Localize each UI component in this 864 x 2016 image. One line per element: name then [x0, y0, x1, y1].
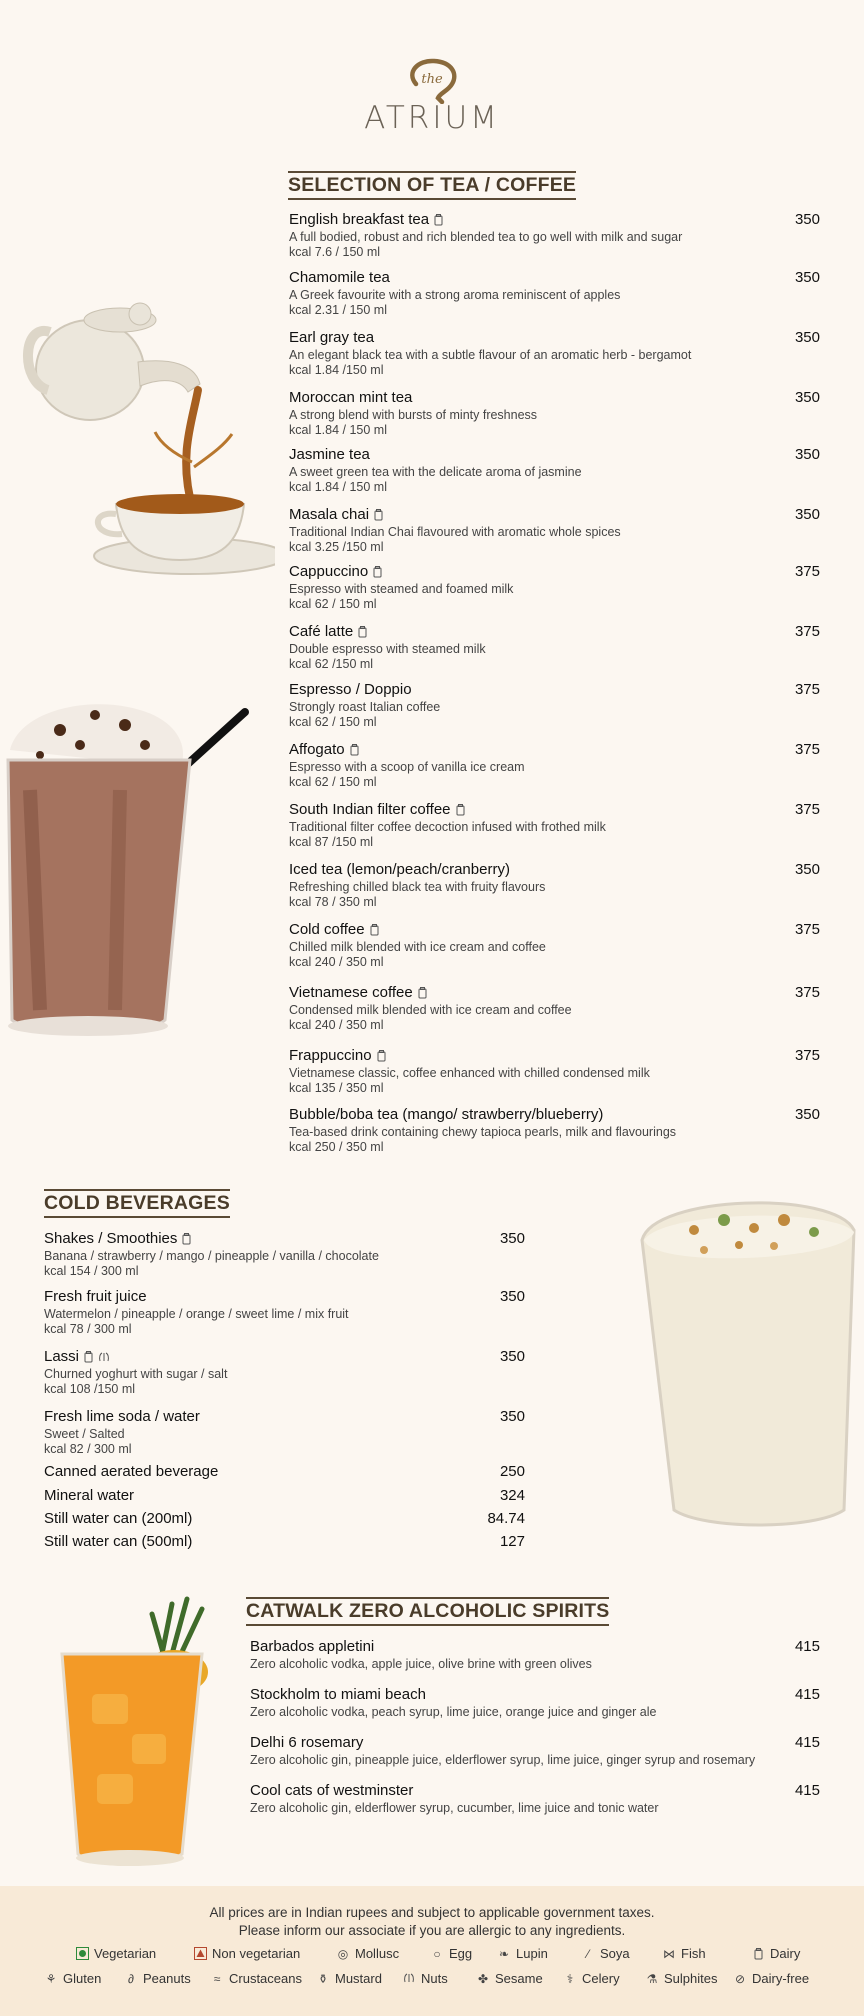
menu-item-description: Zero alcoholic gin, elderflower syrup, cucumber, lime juice and tonic water [250, 1801, 659, 1815]
menu-item-name [44, 1533, 444, 1551]
menu-item [44, 1463, 444, 1481]
legend-item [476, 1971, 543, 1986]
menu-item-name-text: Jasmine tea [289, 446, 370, 463]
legend-item [430, 1946, 472, 1961]
legend-label: Vegetarian [94, 1946, 157, 1961]
menu-item [289, 623, 809, 672]
legend-label: Fish [681, 1946, 706, 1961]
menu-item-price: 350 [794, 211, 820, 228]
menu-item [250, 1638, 810, 1672]
menu-item-kcal: kcal 1.84 /150 ml [289, 363, 384, 377]
menu-item [44, 1288, 444, 1337]
menu-item-kcal: kcal 62 / 150 ml [289, 597, 377, 611]
sesame-icon: ✤ [477, 1971, 489, 1986]
menu-item-kcal: kcal 2.31 / 150 ml [289, 303, 387, 317]
teapot-pouring-image [20, 262, 275, 592]
menu-item-name [289, 861, 809, 879]
legend-item [336, 1946, 399, 1961]
menu-item-price: 350 [794, 269, 820, 286]
legend-label: Mollusc [355, 1946, 400, 1961]
menu-item-price: 375 [794, 563, 820, 580]
menu-item-name-text: Still water can (200ml) [44, 1510, 193, 1527]
legend-item [563, 1971, 620, 1986]
menu-item-name-text: Stockholm to miami beach [250, 1686, 426, 1703]
legend-label: Lupin [516, 1946, 548, 1961]
dairy-icon [358, 626, 367, 638]
legend-label: Non vegetarian [212, 1946, 301, 1961]
legend-label: Peanuts [143, 1971, 191, 1986]
menu-item-description: Refreshing chilled black tea with fruity flavours [289, 880, 546, 894]
menu-item-kcal: kcal 78 / 350 ml [289, 895, 377, 909]
menu-item-kcal: kcal 108 /150 ml [44, 1382, 136, 1396]
menu-item-description: Espresso with a scoop of vanilla ice cream [289, 760, 525, 774]
menu-item [289, 506, 809, 555]
menu-item-name-text: English breakfast tea [289, 211, 430, 228]
menu-item-kcal: kcal 240 / 350 ml [289, 1018, 384, 1032]
menu-item-name [289, 623, 809, 641]
menu-item [289, 563, 809, 612]
menu-item-kcal: kcal 135 / 350 ml [289, 1081, 384, 1095]
menu-item-description: Chilled milk blended with ice cream and coffee [289, 940, 546, 954]
logo-swirl-icon [402, 58, 462, 104]
menu-item [289, 211, 809, 260]
menu-item [289, 861, 809, 910]
celery-icon: ⚕ [566, 1971, 574, 1986]
menu-item-name-text: Café latte [289, 623, 354, 640]
legend-item [210, 1971, 302, 1986]
legend-label: Mustard [335, 1971, 382, 1986]
menu-item-name-text: Frappuccino [289, 1047, 372, 1064]
dairy-icon [751, 1947, 765, 1961]
legend-label: Sesame [495, 1971, 543, 1986]
non-vegetarian-icon [193, 1947, 207, 1961]
atrium-logo [360, 58, 504, 140]
menu-item-name-text: Cool cats of westminster [250, 1782, 414, 1799]
menu-item-price: 375 [794, 984, 820, 1001]
menu-item-name [250, 1734, 810, 1752]
menu-item [289, 681, 809, 730]
menu-item [289, 1047, 809, 1096]
menu-item-kcal: kcal 154 / 300 ml [44, 1264, 139, 1278]
menu-item-description: A Greek favourite with a strong aroma reminiscent of apples [289, 288, 621, 302]
menu-item-description: Watermelon / pineapple / orange / sweet lime / mix fruit [44, 1307, 349, 1321]
menu-item-kcal: kcal 87 /150 ml [289, 835, 374, 849]
mollusc-icon: ◎ [337, 1946, 349, 1961]
legend-item [44, 1971, 101, 1986]
menu-item-price: 350 [794, 861, 820, 878]
menu-item-name [289, 506, 809, 524]
menu-item-name-text: Bubble/boba tea (mango/ strawberry/blueberry) [289, 1106, 604, 1123]
menu-item-price: 415 [794, 1686, 820, 1703]
menu-item-description: Vietnamese classic, coffee enhanced with chilled condensed milk [289, 1066, 650, 1080]
menu-item-price: 350 [794, 329, 820, 346]
menu-item-description: Double espresso with steamed milk [289, 642, 486, 656]
legend-item [581, 1946, 630, 1961]
menu-item-name [289, 801, 809, 819]
menu-item-name [44, 1487, 444, 1505]
menu-item-description: Tea-based drink containing chewy tapioca pearls, milk and flavourings [289, 1125, 677, 1139]
legend-label: Crustaceans [229, 1971, 302, 1986]
menu-item-price: 375 [794, 801, 820, 818]
menu-item [44, 1487, 444, 1505]
crustaceans-icon: ≈ [213, 1971, 221, 1986]
menu-item-kcal: kcal 62 /150 ml [289, 657, 374, 671]
menu-item [250, 1686, 810, 1720]
menu-item-name [289, 1047, 809, 1065]
menu-item [289, 984, 809, 1033]
menu-item-price: 350 [794, 506, 820, 523]
soya-icon: ⁄ [586, 1946, 589, 1961]
legend-label: Egg [449, 1946, 473, 1961]
menu-item [289, 329, 809, 378]
menu-item [44, 1348, 444, 1397]
dairy-icon [418, 987, 427, 999]
peanuts-icon: ∂ [128, 1971, 134, 1986]
logo-name: ATRIUM [364, 100, 500, 136]
menu-item-name [44, 1463, 444, 1481]
menu-item-name [289, 984, 809, 1002]
menu-item-name [289, 1106, 809, 1124]
menu-item-description: Strongly roast Italian coffee [289, 700, 441, 714]
menu-item [289, 389, 809, 438]
menu-item-price: 350 [794, 389, 820, 406]
menu-item-name-text: Canned aerated beverage [44, 1463, 219, 1480]
menu-item-name-text: Cold coffee [289, 921, 365, 938]
menu-item-price: 350 [499, 1230, 525, 1247]
menu-item-name-text: Mineral water [44, 1487, 135, 1504]
dairy-icon [434, 214, 443, 226]
footer-note-prices: All prices are in Indian rupees and subject to applicable government taxes. [209, 1905, 655, 1920]
lupin-icon: ❧ [498, 1946, 510, 1961]
menu-item-name [289, 681, 809, 699]
menu-item-name-text: Fresh fruit juice [44, 1288, 147, 1305]
vegetarian-icon [75, 1947, 89, 1961]
menu-item-description: A sweet green tea with the delicate aroma of jasmine [289, 465, 582, 479]
menu-item-name-text: Barbados appletini [250, 1638, 375, 1655]
menu-item-name-text: Delhi 6 rosemary [250, 1734, 364, 1751]
menu-item [289, 801, 809, 850]
dairy-icon [182, 1233, 191, 1245]
menu-item-name-text: Shakes / Smoothies [44, 1230, 178, 1247]
menu-item-name-text: Moroccan mint tea [289, 389, 413, 406]
menu-item-kcal: kcal 3.25 /150 ml [289, 540, 384, 554]
menu-item [44, 1510, 444, 1528]
menu-item-kcal: kcal 82 / 300 ml [44, 1442, 132, 1456]
legend-item [75, 1946, 156, 1961]
legend-label: Soya [600, 1946, 630, 1961]
menu-item-name-text: Iced tea (lemon/peach/cranberry) [289, 861, 510, 878]
dairy-icon [456, 804, 465, 816]
menu-item-name [44, 1288, 444, 1306]
menu-item-name [250, 1782, 810, 1800]
menu-item-price: 415 [794, 1638, 820, 1655]
menu-item-kcal: kcal 78 / 300 ml [44, 1322, 132, 1336]
menu-item-name [44, 1510, 444, 1528]
menu-item [250, 1782, 810, 1816]
legend-label: Dairy [770, 1946, 801, 1961]
section-title-tea-coffee: SELECTION OF TEA / COFFEE [288, 171, 576, 200]
section-title-cold-beverages: COLD BEVERAGES [44, 1189, 230, 1218]
menu-item-name-text: Earl gray tea [289, 329, 375, 346]
menu-item-name [289, 389, 809, 407]
legend-label: Celery [582, 1971, 620, 1986]
menu-item-name [289, 921, 809, 939]
menu-item-name [289, 446, 809, 464]
menu-item [44, 1408, 444, 1457]
pineapple-mocktail-image [52, 1584, 224, 1870]
dairy-icon [374, 509, 383, 521]
menu-item-description: An elegant black tea with a subtle flavour of an aromatic herb - bergamot [289, 348, 692, 362]
legend-item [733, 1971, 809, 1986]
menu-item-name-text: Cappuccino [289, 563, 369, 580]
nuts-icon [402, 1972, 416, 1986]
menu-item-price: 350 [499, 1408, 525, 1425]
menu-item-name [289, 211, 809, 229]
legend-item [124, 1971, 191, 1986]
menu-item-price: 350 [794, 446, 820, 463]
fish-icon: ⋈ [663, 1946, 675, 1961]
dairy-icon [84, 1351, 93, 1363]
menu-item-name [289, 563, 809, 581]
mustard-icon: ⚱ [317, 1971, 329, 1986]
menu-item-price: 375 [794, 1047, 820, 1064]
menu-item-price: 324 [499, 1487, 525, 1504]
menu-item-name [289, 269, 809, 287]
menu-item-name [44, 1230, 444, 1248]
menu-item-name [250, 1686, 810, 1704]
menu-item-kcal: kcal 250 / 350 ml [289, 1140, 384, 1154]
menu-item-kcal: kcal 62 / 150 ml [289, 715, 377, 729]
legend-label: Gluten [63, 1971, 102, 1986]
menu-item-price: 375 [794, 623, 820, 640]
menu-item-description: Zero alcoholic vodka, apple juice, olive brine with green olives [250, 1657, 592, 1671]
legend-item [645, 1971, 717, 1986]
legend-item [662, 1946, 706, 1961]
menu-item-price: 375 [794, 681, 820, 698]
logo-the: the [421, 72, 443, 87]
menu-item-description: A full bodied, robust and rich blended tea to go well with milk and sugar [289, 230, 683, 244]
menu-item [289, 446, 809, 495]
legend-item [402, 1971, 448, 1986]
menu-item [44, 1533, 444, 1551]
menu-item-description: Churned yoghurt with sugar / salt [44, 1367, 228, 1381]
sulphites-icon: ⚗ [646, 1971, 658, 1986]
footer-note-allergy: Please inform our associate if you are allergic to any ingredients. [238, 1923, 626, 1938]
menu-item-description: Zero alcoholic vodka, peach syrup, lime juice, orange juice and ginger ale [250, 1705, 657, 1719]
menu-item-kcal: kcal 62 / 150 ml [289, 775, 377, 789]
dairy-icon [377, 1050, 386, 1062]
dairy-icon [373, 566, 382, 578]
menu-item-price: 350 [794, 1106, 820, 1123]
legend-item [497, 1946, 548, 1961]
menu-item-description: Espresso with steamed and foamed milk [289, 582, 514, 596]
menu-item-kcal: kcal 1.84 / 150 ml [289, 423, 387, 437]
menu-item-description: Traditional Indian Chai flavoured with aromatic whole spices [289, 525, 621, 539]
menu-item-name-text: Vietnamese coffee [289, 984, 413, 1001]
menu-item-kcal: kcal 7.6 / 150 ml [289, 245, 381, 259]
gluten-icon: ⚘ [45, 1971, 57, 1986]
menu-item-kcal: kcal 240 / 350 ml [289, 955, 384, 969]
menu-item-description: Zero alcoholic gin, pineapple juice, elderflower syrup, lime juice, ginger syrup and rosemary [250, 1753, 756, 1767]
menu-item-name-text: South Indian filter coffee [289, 801, 451, 818]
menu-item-description: Sweet / Salted [44, 1427, 125, 1441]
menu-item-price: 375 [794, 741, 820, 758]
menu-item-name-text: Lassi [44, 1348, 80, 1365]
menu-item-name [44, 1348, 444, 1366]
menu-item-description: A strong blend with bursts of minty freshness [289, 408, 538, 422]
menu-item-name [44, 1408, 444, 1426]
legend-item [193, 1946, 300, 1961]
menu-item-name-text: Espresso / Doppio [289, 681, 412, 698]
menu-item-name-text: Affogato [289, 741, 345, 758]
menu-item-price: 350 [499, 1288, 525, 1305]
dairy-free-icon: ⊘ [734, 1971, 746, 1986]
chocolate-frappe-image [0, 690, 250, 1042]
menu-item-name [250, 1638, 810, 1656]
menu-item-name-text: Fresh lime soda / water [44, 1408, 200, 1425]
menu-item [289, 741, 809, 790]
footer [0, 1886, 864, 2016]
dairy-icon [370, 924, 379, 936]
menu-item-name [289, 741, 809, 759]
menu-item [44, 1230, 444, 1279]
menu-item [289, 269, 809, 318]
legend-label: Nuts [421, 1971, 448, 1986]
menu-item [250, 1734, 810, 1768]
lassi-image [634, 1190, 864, 1530]
nuts-icon [98, 1352, 110, 1363]
menu-item-description: Traditional filter coffee decoction infused with frothed milk [289, 820, 606, 834]
menu-item-price: 350 [499, 1348, 525, 1365]
menu-item-name-text: Chamomile tea [289, 269, 390, 286]
section-title-zero-alcoholic: CATWALK ZERO ALCOHOLIC SPIRITS [246, 1597, 609, 1626]
menu-item-price: 415 [794, 1734, 820, 1751]
menu-item-kcal: kcal 1.84 / 150 ml [289, 480, 387, 494]
egg-icon: ○ [433, 1946, 441, 1961]
menu-item [289, 921, 809, 970]
legend-label: Dairy-free [752, 1971, 810, 1986]
menu-item-price: 375 [794, 921, 820, 938]
menu-item-name [289, 329, 809, 347]
menu-item-description: Banana / strawberry / mango / pineapple / vanilla / chocolate [44, 1249, 379, 1263]
menu-item-price: 250 [499, 1463, 525, 1480]
menu-item-price: 415 [794, 1782, 820, 1799]
menu-item-name-text: Still water can (500ml) [44, 1533, 193, 1550]
menu-item-price: 127 [499, 1533, 525, 1550]
menu-item-price: 84.74 [487, 1510, 525, 1527]
menu-item-description: Condensed milk blended with ice cream and coffee [289, 1003, 572, 1017]
legend-label: Sulphites [664, 1971, 718, 1986]
dairy-icon [350, 744, 359, 756]
menu-item-name-text: Masala chai [289, 506, 370, 523]
menu-item [289, 1106, 809, 1155]
legend-item [751, 1946, 800, 1961]
legend-item [316, 1971, 382, 1986]
